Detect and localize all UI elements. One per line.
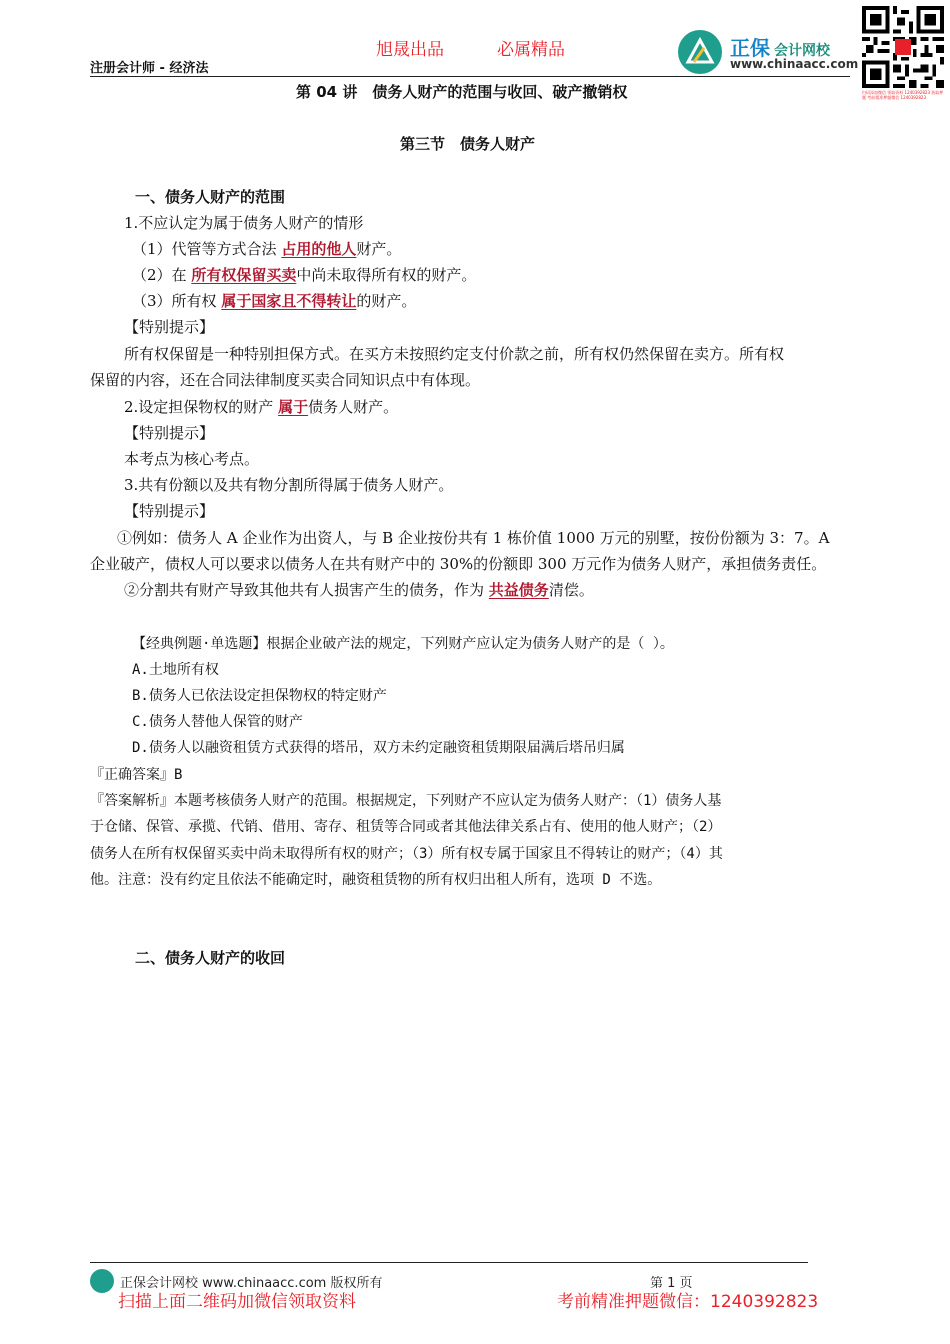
- logo-cn-text: 正保: [730, 36, 770, 60]
- answer-analysis-line: 『答案解析』本题考核债务人财产的范围。根据规定，下列财产不应认定为债务人财产：（1）债务人基: [90, 793, 722, 809]
- logo-emblem-icon: [678, 30, 722, 74]
- list-item-2: （2）在 所有权保留买卖中尚未取得所有权的财产。: [132, 266, 477, 284]
- question-option: B.债务人已依法设定担保物权的特定财产: [132, 688, 387, 704]
- example-line: ①例如：债务人 A 企业作为出资人，与 B 企业按份共有 1 栋价值 1000 万元的别墅，按份份额为 3：7。A: [117, 529, 830, 547]
- item-2: 2.设定担保物权的财产 属于债务人财产。: [124, 398, 399, 416]
- header-subject: 注册会计师 - 经济法: [90, 61, 209, 76]
- footer-copyright: 正保会计网校 www.chinaacc.com 版权所有: [120, 1276, 383, 1291]
- special-tip-label: 【特别提示】: [124, 424, 215, 442]
- example-line: 企业破产，债权人可以要求以债务人在共有财产中的 30%的份额即 300 万元作为债务人财产，承担债务责任。: [90, 555, 827, 573]
- example-line: ②分割共有财产导致其他共有人损害产生的债务，作为 共益债务清偿。: [124, 581, 594, 599]
- special-tip-label: 【特别提示】: [124, 318, 215, 336]
- fill-blank: 属于国家且不得转让: [221, 292, 357, 310]
- fill-blank: 所有权保留买卖: [191, 266, 297, 284]
- question-stem: 【经典例题·单选题】根据企业破产法的规定，下列财产应认定为债务人财产的是（ ）。: [132, 636, 674, 652]
- footer-logo-icon: [90, 1269, 114, 1293]
- chinaacc-logo: [678, 30, 858, 78]
- footer-page-number: 第 1 页: [650, 1276, 693, 1291]
- correct-answer: 『正确答案』B: [90, 767, 183, 783]
- header-divider: [90, 76, 850, 77]
- footer-promo-left: 扫描上面二维码加微信领取资料: [118, 1292, 356, 1312]
- section-title: 第三节 债务人财产: [400, 135, 536, 153]
- question-option: C.债务人替他人保管的财产: [132, 714, 303, 730]
- special-tip-label: 【特别提示】: [124, 502, 215, 520]
- qr-caption: 扫码添加微信 领取资料 1240392823 获取押题 考前精准押题微信 1240392823: [862, 90, 944, 100]
- lecture-title: 第 04 讲 债务人财产的范围与收回、破产撤销权: [296, 83, 628, 101]
- header-promo-left: 旭晟出品: [376, 40, 444, 60]
- wechat-qr-code: [862, 6, 944, 88]
- item-1: 1.不应认定为属于债务人财产的情形: [124, 214, 364, 232]
- answer-analysis-line: 他。注意：没有约定且依法不能确定时，融资租赁物的所有权归出租人所有，选项 D 不选。: [90, 872, 662, 888]
- heading-recovery: 二、债务人财产的收回: [135, 949, 286, 967]
- question-option: A.土地所有权: [132, 662, 219, 678]
- item-3: 3.共有份额以及共有物分割所得属于债务人财产。: [124, 476, 454, 494]
- footer-promo-right: 考前精准押题微信：1240392823: [557, 1292, 819, 1312]
- tip-text-line: 所有权保留是一种特别担保方式。在买方未按照约定支付价款之前，所有权仍然保留在卖方。所有权: [124, 345, 785, 363]
- fill-blank: 共益债务: [488, 581, 549, 599]
- question-option: D.债务人以融资租赁方式获得的塔吊，双方未约定融资租赁期限届满后塔吊归属: [132, 740, 625, 756]
- fill-blank: 占用的他人: [281, 240, 357, 258]
- heading-scope: 一、债务人财产的范围: [135, 188, 286, 206]
- tip-text-line: 本考点为核心考点。: [124, 450, 260, 468]
- logo-url-text: www.chinaacc.com: [730, 57, 859, 71]
- answer-analysis-line: 债务人在所有权保留买卖中尚未取得所有权的财产；（3）所有权专属于国家且不得转让的财产；（4）其: [90, 846, 723, 862]
- logo-cn-sub-text: 会计网校: [774, 43, 830, 59]
- header-promo-right: 必属精品: [497, 40, 565, 60]
- list-item-1: （1）代管等方式合法 占用的他人财产。: [132, 240, 402, 258]
- tip-text-line: 保留的内容，还在合同法律制度买卖合同知识点中有体现。: [90, 371, 481, 389]
- list-item-3: （3）所有权 属于国家且不得转让的财产。: [132, 292, 417, 310]
- answer-analysis-line: 于仓储、保管、承揽、代销、借用、寄存、租赁等合同或者其他法律关系占有、使用的他人财产；（2）: [90, 819, 722, 835]
- fill-blank: 属于: [278, 398, 309, 416]
- footer-divider: [90, 1262, 808, 1263]
